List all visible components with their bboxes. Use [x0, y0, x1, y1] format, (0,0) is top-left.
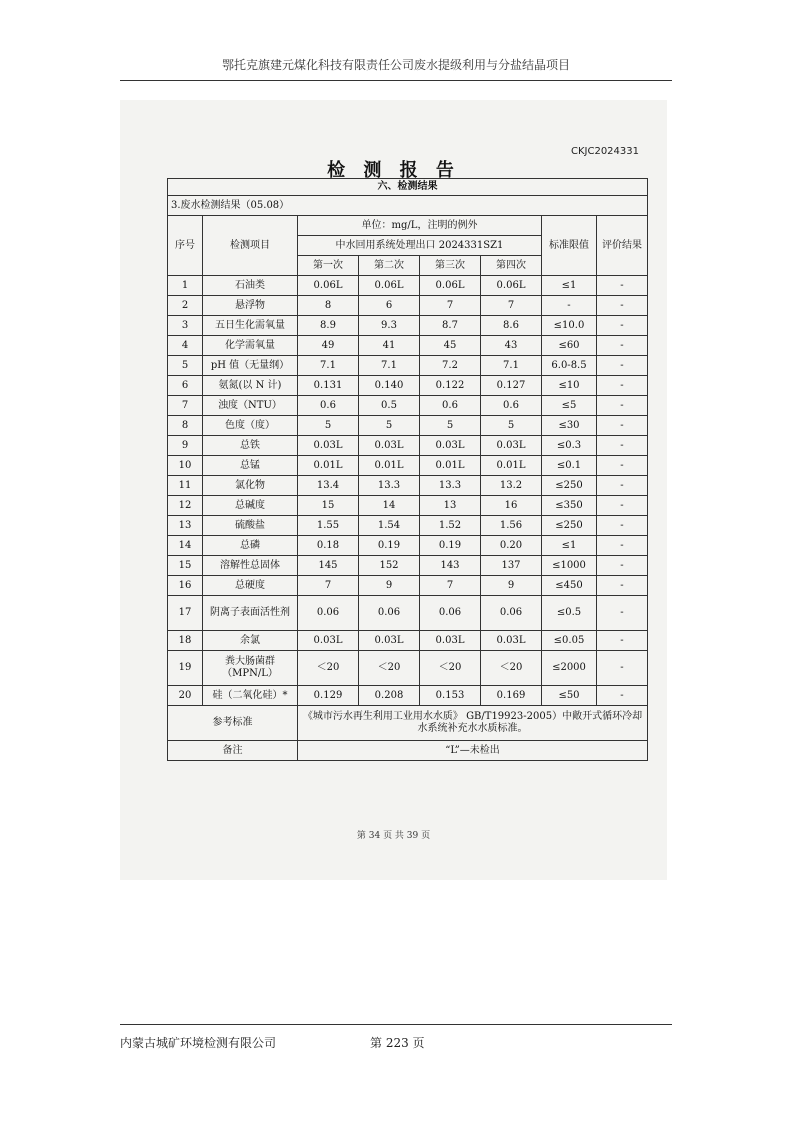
row-value-run-2: 0.208 — [359, 686, 420, 706]
row-value-run-1: 49 — [298, 336, 359, 356]
table-row — [168, 556, 648, 576]
row-item: 浊度（NTU） — [203, 396, 298, 416]
row-value-run-1: 145 — [298, 556, 359, 576]
reference-text: 《城市污水再生利用工业用水水质》 GB/T19923-2005）中敞开式循环冷却水系统补充水水质标准。 — [298, 706, 648, 741]
row-eval: - — [597, 436, 648, 456]
header-run-1: 第一次 — [298, 256, 359, 276]
reference-label: 参考标准 — [168, 706, 298, 741]
row-limit: ≤50 — [542, 686, 597, 706]
row-item: 粪大肠菌群（MPN/L） — [203, 651, 298, 686]
row-value-run-4: ＜20 — [481, 651, 542, 686]
row-value-run-1: 0.06L — [298, 276, 359, 296]
row-value-run-4: 0.06L — [481, 276, 542, 296]
row-value-run-2: 9 — [359, 576, 420, 596]
table-row — [168, 376, 648, 396]
row-value-run-1: 8.9 — [298, 316, 359, 336]
row-limit: ≤0.5 — [542, 596, 597, 631]
row-eval: - — [597, 296, 648, 316]
row-number: 1 — [168, 276, 203, 296]
table-row — [168, 476, 648, 496]
scanned-report-page — [120, 100, 667, 880]
row-value-run-1: 0.03L — [298, 631, 359, 651]
section-title: 六、检测结果 — [168, 179, 648, 196]
row-value-run-1: 5 — [298, 416, 359, 436]
page-header-title: 鄂托克旗建元煤化科技有限责任公司废水提级利用与分盐结晶项目 — [221, 58, 570, 72]
row-eval: - — [597, 456, 648, 476]
row-value-run-4: 0.6 — [481, 396, 542, 416]
row-limit: ≤1 — [542, 276, 597, 296]
row-item: 化学需氧量 — [203, 336, 298, 356]
header-limit: 标准限值 — [542, 216, 597, 276]
row-value-run-2: 0.03L — [359, 631, 420, 651]
row-value-run-3: 13.3 — [420, 476, 481, 496]
header-run-2: 第二次 — [359, 256, 420, 276]
row-value-run-3: 0.19 — [420, 536, 481, 556]
row-item: 余氯 — [203, 631, 298, 651]
footer-company: 内蒙古城矿环境检测有限公司 — [120, 1036, 277, 1050]
row-value-run-1: 0.6 — [298, 396, 359, 416]
row-item: 石油类 — [203, 276, 298, 296]
row-item: 氯化物 — [203, 476, 298, 496]
row-limit: ≤60 — [542, 336, 597, 356]
unit-note: 单位：mg/L，注明的例外 — [298, 216, 542, 236]
table-row — [168, 496, 648, 516]
row-value-run-2: 5 — [359, 416, 420, 436]
row-number: 19 — [168, 651, 203, 686]
row-limit: ≤450 — [542, 576, 597, 596]
row-value-run-2: ＜20 — [359, 651, 420, 686]
table-row — [168, 631, 648, 651]
row-value-run-3: 0.153 — [420, 686, 481, 706]
footer-page-number: 第 223 页 — [370, 1036, 425, 1050]
row-value-run-1: 13.4 — [298, 476, 359, 496]
row-value-run-3: 45 — [420, 336, 481, 356]
row-limit: ≤2000 — [542, 651, 597, 686]
row-value-run-4: 7.1 — [481, 356, 542, 376]
row-value-run-1: 0.129 — [298, 686, 359, 706]
row-number: 17 — [168, 596, 203, 631]
row-item: 总铁 — [203, 436, 298, 456]
table-row — [168, 686, 648, 706]
row-eval: - — [597, 276, 648, 296]
remark-label: 备注 — [168, 741, 298, 761]
report-code: CKJC2024331 — [570, 146, 639, 157]
row-value-run-2: 0.01L — [359, 456, 420, 476]
row-item: 总碱度 — [203, 496, 298, 516]
header-run-4: 第四次 — [481, 256, 542, 276]
row-value-run-4: 0.03L — [481, 631, 542, 651]
row-value-run-3: 0.06 — [420, 596, 481, 631]
row-value-run-4: 0.127 — [481, 376, 542, 396]
row-value-run-4: 9 — [481, 576, 542, 596]
row-value-run-4: 0.01L — [481, 456, 542, 476]
row-limit: ≤1 — [542, 536, 597, 556]
row-number: 4 — [168, 336, 203, 356]
row-eval: - — [597, 316, 648, 336]
table-row — [168, 336, 648, 356]
row-limit: ≤250 — [542, 476, 597, 496]
row-value-run-4: 1.56 — [481, 516, 542, 536]
row-item: 总硬度 — [203, 576, 298, 596]
row-item: pH 值（无量纲） — [203, 356, 298, 376]
row-eval: - — [597, 516, 648, 536]
reference-row — [168, 706, 648, 741]
row-eval: - — [597, 576, 648, 596]
row-item: 总磷 — [203, 536, 298, 556]
row-value-run-3: 0.6 — [420, 396, 481, 416]
row-value-run-1: 0.06 — [298, 596, 359, 631]
row-value-run-1: ＜20 — [298, 651, 359, 686]
row-eval: - — [597, 631, 648, 651]
row-number: 12 — [168, 496, 203, 516]
row-item: 硅（二氧化硅）* — [203, 686, 298, 706]
row-value-run-2: 41 — [359, 336, 420, 356]
table-row — [168, 576, 648, 596]
row-value-run-2: 14 — [359, 496, 420, 516]
row-eval: - — [597, 686, 648, 706]
row-item: 硫酸盐 — [203, 516, 298, 536]
row-value-run-4: 0.20 — [481, 536, 542, 556]
row-value-run-4: 13.2 — [481, 476, 542, 496]
table-row — [168, 596, 648, 631]
header-eval: 评价结果 — [597, 216, 648, 276]
row-number: 6 — [168, 376, 203, 396]
row-limit: ≤30 — [542, 416, 597, 436]
row-value-run-3: 0.03L — [420, 436, 481, 456]
header-run-3: 第三次 — [420, 256, 481, 276]
row-value-run-4: 5 — [481, 416, 542, 436]
row-value-run-2: 0.19 — [359, 536, 420, 556]
table-row — [168, 651, 648, 686]
row-value-run-3: 1.52 — [420, 516, 481, 536]
row-number: 3 — [168, 316, 203, 336]
row-number: 20 — [168, 686, 203, 706]
row-value-run-2: 0.06L — [359, 276, 420, 296]
table-row — [168, 416, 648, 436]
row-value-run-4: 0.06 — [481, 596, 542, 631]
row-limit: 6.0-8.5 — [542, 356, 597, 376]
row-item: 阴离子表面活性剂 — [203, 596, 298, 631]
row-value-run-3: 0.01L — [420, 456, 481, 476]
row-value-run-4: 43 — [481, 336, 542, 356]
row-eval: - — [597, 496, 648, 516]
row-value-run-4: 137 — [481, 556, 542, 576]
row-value-run-3: 5 — [420, 416, 481, 436]
table-row — [168, 276, 648, 296]
header-item: 检测项目 — [203, 216, 298, 276]
row-eval: - — [597, 556, 648, 576]
row-item: 色度（度） — [203, 416, 298, 436]
row-number: 13 — [168, 516, 203, 536]
row-number: 16 — [168, 576, 203, 596]
header-seq: 序号 — [168, 216, 203, 276]
row-value-run-4: 0.169 — [481, 686, 542, 706]
table-row — [168, 436, 648, 456]
row-limit: ≤10 — [542, 376, 597, 396]
header-divider — [120, 80, 672, 81]
row-eval: - — [597, 336, 648, 356]
row-limit: ≤350 — [542, 496, 597, 516]
row-eval: - — [597, 376, 648, 396]
row-limit: ≤5 — [542, 396, 597, 416]
row-value-run-1: 1.55 — [298, 516, 359, 536]
table-row — [168, 316, 648, 336]
report-title: 检 测 报 告 — [327, 160, 460, 181]
row-value-run-1: 0.131 — [298, 376, 359, 396]
row-number: 5 — [168, 356, 203, 376]
row-value-run-3: 7 — [420, 296, 481, 316]
row-value-run-1: 8 — [298, 296, 359, 316]
row-value-run-2: 0.06 — [359, 596, 420, 631]
table-row — [168, 456, 648, 476]
row-value-run-3: 8.7 — [420, 316, 481, 336]
row-number: 11 — [168, 476, 203, 496]
table-row — [168, 296, 648, 316]
row-item: 氨氮(以 N 计) — [203, 376, 298, 396]
row-eval: - — [597, 651, 648, 686]
row-eval: - — [597, 356, 648, 376]
row-value-run-2: 1.54 — [359, 516, 420, 536]
row-value-run-2: 9.3 — [359, 316, 420, 336]
row-value-run-3: 0.122 — [420, 376, 481, 396]
row-number: 2 — [168, 296, 203, 316]
row-number: 18 — [168, 631, 203, 651]
row-value-run-2: 6 — [359, 296, 420, 316]
row-value-run-4: 16 — [481, 496, 542, 516]
row-value-run-2: 7.1 — [359, 356, 420, 376]
remark-text: “L”—未检出 — [298, 741, 648, 761]
row-item: 总锰 — [203, 456, 298, 476]
row-limit: ≤10.0 — [542, 316, 597, 336]
row-eval: - — [597, 536, 648, 556]
row-value-run-1: 7.1 — [298, 356, 359, 376]
row-value-run-2: 0.140 — [359, 376, 420, 396]
subsection-title: 3.废水检测结果（05.08） — [168, 196, 648, 216]
row-value-run-1: 15 — [298, 496, 359, 516]
row-eval: - — [597, 596, 648, 631]
row-number: 9 — [168, 436, 203, 456]
row-value-run-2: 0.03L — [359, 436, 420, 456]
row-number: 7 — [168, 396, 203, 416]
row-value-run-2: 152 — [359, 556, 420, 576]
row-item: 五日生化需氧量 — [203, 316, 298, 336]
row-value-run-1: 0.01L — [298, 456, 359, 476]
row-value-run-2: 13.3 — [359, 476, 420, 496]
row-number: 10 — [168, 456, 203, 476]
row-eval: - — [597, 476, 648, 496]
row-item: 溶解性总固体 — [203, 556, 298, 576]
row-value-run-3: 0.06L — [420, 276, 481, 296]
table-row — [168, 356, 648, 376]
row-eval: - — [597, 396, 648, 416]
row-limit: ≤250 — [542, 516, 597, 536]
table-row — [168, 396, 648, 416]
row-value-run-1: 0.18 — [298, 536, 359, 556]
table-row — [168, 536, 648, 556]
row-limit: ≤0.05 — [542, 631, 597, 651]
row-value-run-4: 7 — [481, 296, 542, 316]
row-eval: - — [597, 416, 648, 436]
row-value-run-4: 0.03L — [481, 436, 542, 456]
row-limit: ≤1000 — [542, 556, 597, 576]
row-number: 15 — [168, 556, 203, 576]
row-limit: - — [542, 296, 597, 316]
row-value-run-4: 8.6 — [481, 316, 542, 336]
row-value-run-3: 143 — [420, 556, 481, 576]
sample-point: 中水回用系统处理出口 2024331SZ1 — [298, 236, 542, 256]
row-number: 14 — [168, 536, 203, 556]
table-row — [168, 516, 648, 536]
report-page-number: 第 34 页 共 39 页 — [356, 831, 431, 841]
row-value-run-1: 0.03L — [298, 436, 359, 456]
row-limit: ≤0.1 — [542, 456, 597, 476]
footer-divider — [120, 1024, 672, 1025]
row-value-run-3: ＜20 — [420, 651, 481, 686]
row-value-run-3: 7 — [420, 576, 481, 596]
results-table — [167, 178, 648, 761]
row-value-run-3: 0.03L — [420, 631, 481, 651]
row-number: 8 — [168, 416, 203, 436]
row-item: 悬浮物 — [203, 296, 298, 316]
row-value-run-2: 0.5 — [359, 396, 420, 416]
row-value-run-3: 7.2 — [420, 356, 481, 376]
row-limit: ≤0.3 — [542, 436, 597, 456]
row-value-run-3: 13 — [420, 496, 481, 516]
row-value-run-1: 7 — [298, 576, 359, 596]
remark-row — [168, 741, 648, 761]
